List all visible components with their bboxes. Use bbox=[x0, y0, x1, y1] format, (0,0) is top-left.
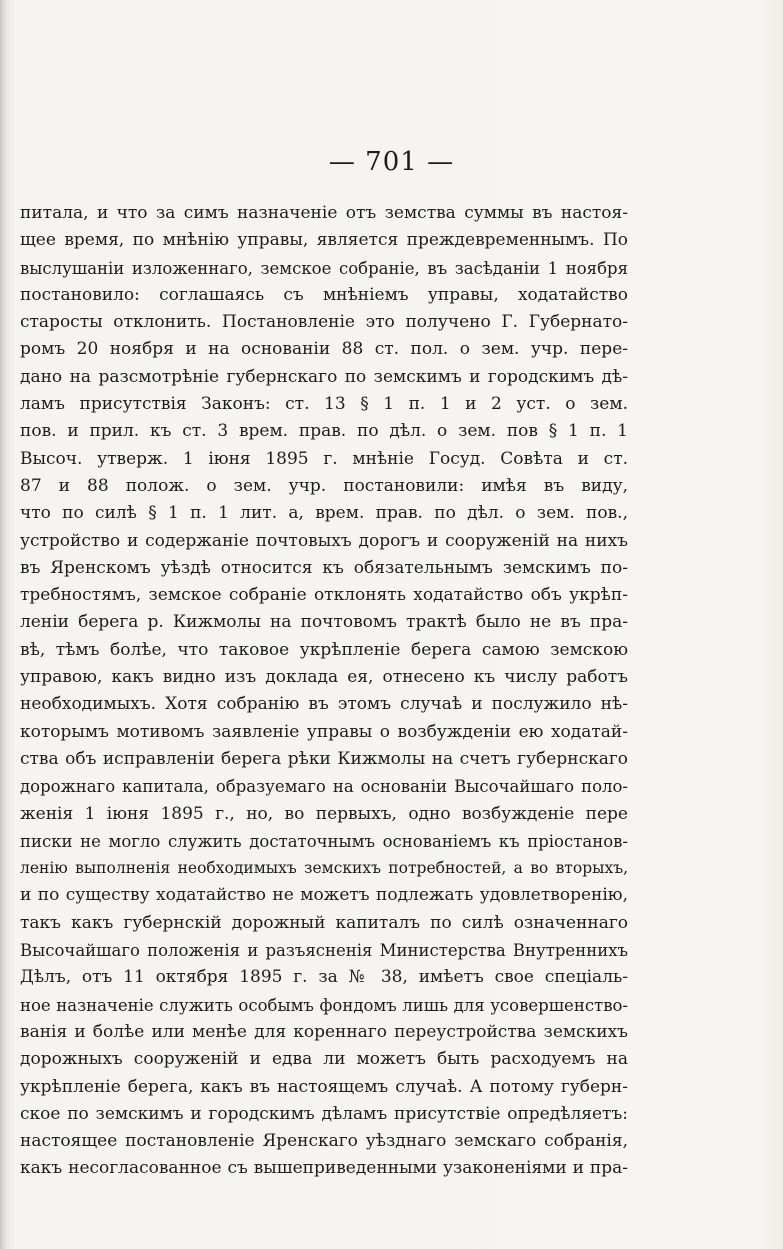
text-line: Высоч. утверж. 1 iюня 1895 г. мнѣнiе Госуд. Совѣта и ст. bbox=[20, 448, 628, 469]
text-line: такъ какъ губернскiй дорожный капиталъ по силѣ означеннаго bbox=[20, 912, 628, 933]
body-text bbox=[20, 200, 628, 1183]
text-line: которымъ мотивомъ заявленiе управы о возбужденiи ею ходатай- bbox=[20, 721, 628, 742]
text-line: ромъ 20 ноября и на основанiи 88 ст. пол. о зем. учр. пере- bbox=[20, 339, 628, 360]
text-line: ское по земскимъ и городскимъ дѣламъ присутствiе опредѣляетъ: bbox=[20, 1103, 628, 1124]
text-line: постановило: соглашаясь съ мнѣнiемъ управы, ходатайство bbox=[20, 284, 628, 305]
text-line: дорожныхъ сооруженiй и едва ли можетъ быть расходуемъ на bbox=[20, 1049, 628, 1070]
text-line: дорожнаго капитала, образуемаго на основанiи Высочайшаго поло- bbox=[20, 777, 628, 797]
page-number: — 701 — bbox=[328, 147, 455, 177]
text-line: 87 и 88 полож. о зем. учр. постановили: имѣя въ виду, bbox=[20, 475, 628, 496]
text-line: ства объ исправленiи берега рѣки Кижмолы на счетъ губернскаго bbox=[20, 748, 628, 769]
text-line: въ Яренскомъ уѣздѣ относится къ обязательнымъ земскимъ по- bbox=[20, 557, 628, 578]
text-line: настоящее постановленiе Яренскаго уѣзднаго земскаго собранiя, bbox=[20, 1131, 628, 1152]
text-line: Высочайшаго положенiя и разъясненiя Министерства Внутреннихъ bbox=[20, 941, 628, 961]
text-line: пов. и прил. къ ст. 3 врем. прав. по дѣл. о зем. пов § 1 п. 1 bbox=[20, 421, 628, 442]
text-line: устройство и содержанiе почтовыхъ дорогъ и сооруженiй на нихъ bbox=[20, 530, 628, 551]
text-line: женiя 1 iюня 1895 г., но, во первыхъ, одно возбужденiе пере bbox=[20, 803, 628, 824]
text-line: писки не могло служить достаточнымъ основанiемъ къ прiостанов- bbox=[20, 831, 628, 851]
text-line: необходимыхъ. Хотя собранiю въ этомъ случаѣ и послужило нѣ- bbox=[20, 694, 628, 715]
text-line: и по существу ходатайство не можетъ подлежать удовлетворенiю, bbox=[20, 885, 628, 906]
text-line: требностямъ, земское собранiе отклонять ходатайство объ укрѣп- bbox=[20, 585, 628, 606]
text-line: ламъ присутствiя Законъ: ст. 13 § 1 п. 1 и 2 уст. о зем. bbox=[20, 394, 628, 415]
text-line: щее время, по мнѣнiю управы, является преждевременнымъ. По bbox=[20, 230, 628, 251]
text-line: укрѣпленiе берега, какъ въ настоящемъ случаѣ. А потому губерн- bbox=[20, 1076, 628, 1097]
text-line: старосты отклонить. Постановленiе это получено Г. Губернато- bbox=[20, 312, 628, 333]
text-line: ное назначенiе служить особымъ фондомъ лишь для усовершенство- bbox=[20, 995, 628, 1015]
text-line: Дѣлъ, отъ 11 октября 1895 г. за № 38, имѣетъ свое спецiаль- bbox=[20, 967, 628, 988]
text-line: вѣ, тѣмъ болѣе, что таковое укрѣпленiе берега самою земскою bbox=[20, 639, 628, 660]
text-line: ванiя и болѣе или менѣе для кореннаго переустройства земскихъ bbox=[20, 1021, 628, 1042]
text-line: ленiю выполненiя необходимыхъ земскихъ потребностей, а во вторыхъ, bbox=[20, 859, 628, 878]
text-line: питала, и что за симъ назначенiе отъ земства суммы въ настоя- bbox=[20, 203, 628, 223]
text-line: ленiи берега р. Кижмолы на почтовомъ трактѣ было не въ пра- bbox=[20, 612, 628, 633]
text-line: управою, какъ видно изъ доклада ея, отнесено къ числу работъ bbox=[20, 667, 628, 688]
text-line: что по силѣ § 1 п. 1 лит. а, врем. прав. по дѣл. о зем. пов., bbox=[20, 503, 628, 524]
text-line: дано на разсмотрѣнiе губернскаго по земскимъ и городскимъ дѣ- bbox=[20, 366, 628, 387]
text-line: какъ несогласованное съ вышеприведенными узаконенiями и пра- bbox=[20, 1158, 628, 1179]
text-line: выслушанiи изложеннаго, земское собранiе, въ засѣданiи 1 ноября bbox=[20, 258, 628, 278]
